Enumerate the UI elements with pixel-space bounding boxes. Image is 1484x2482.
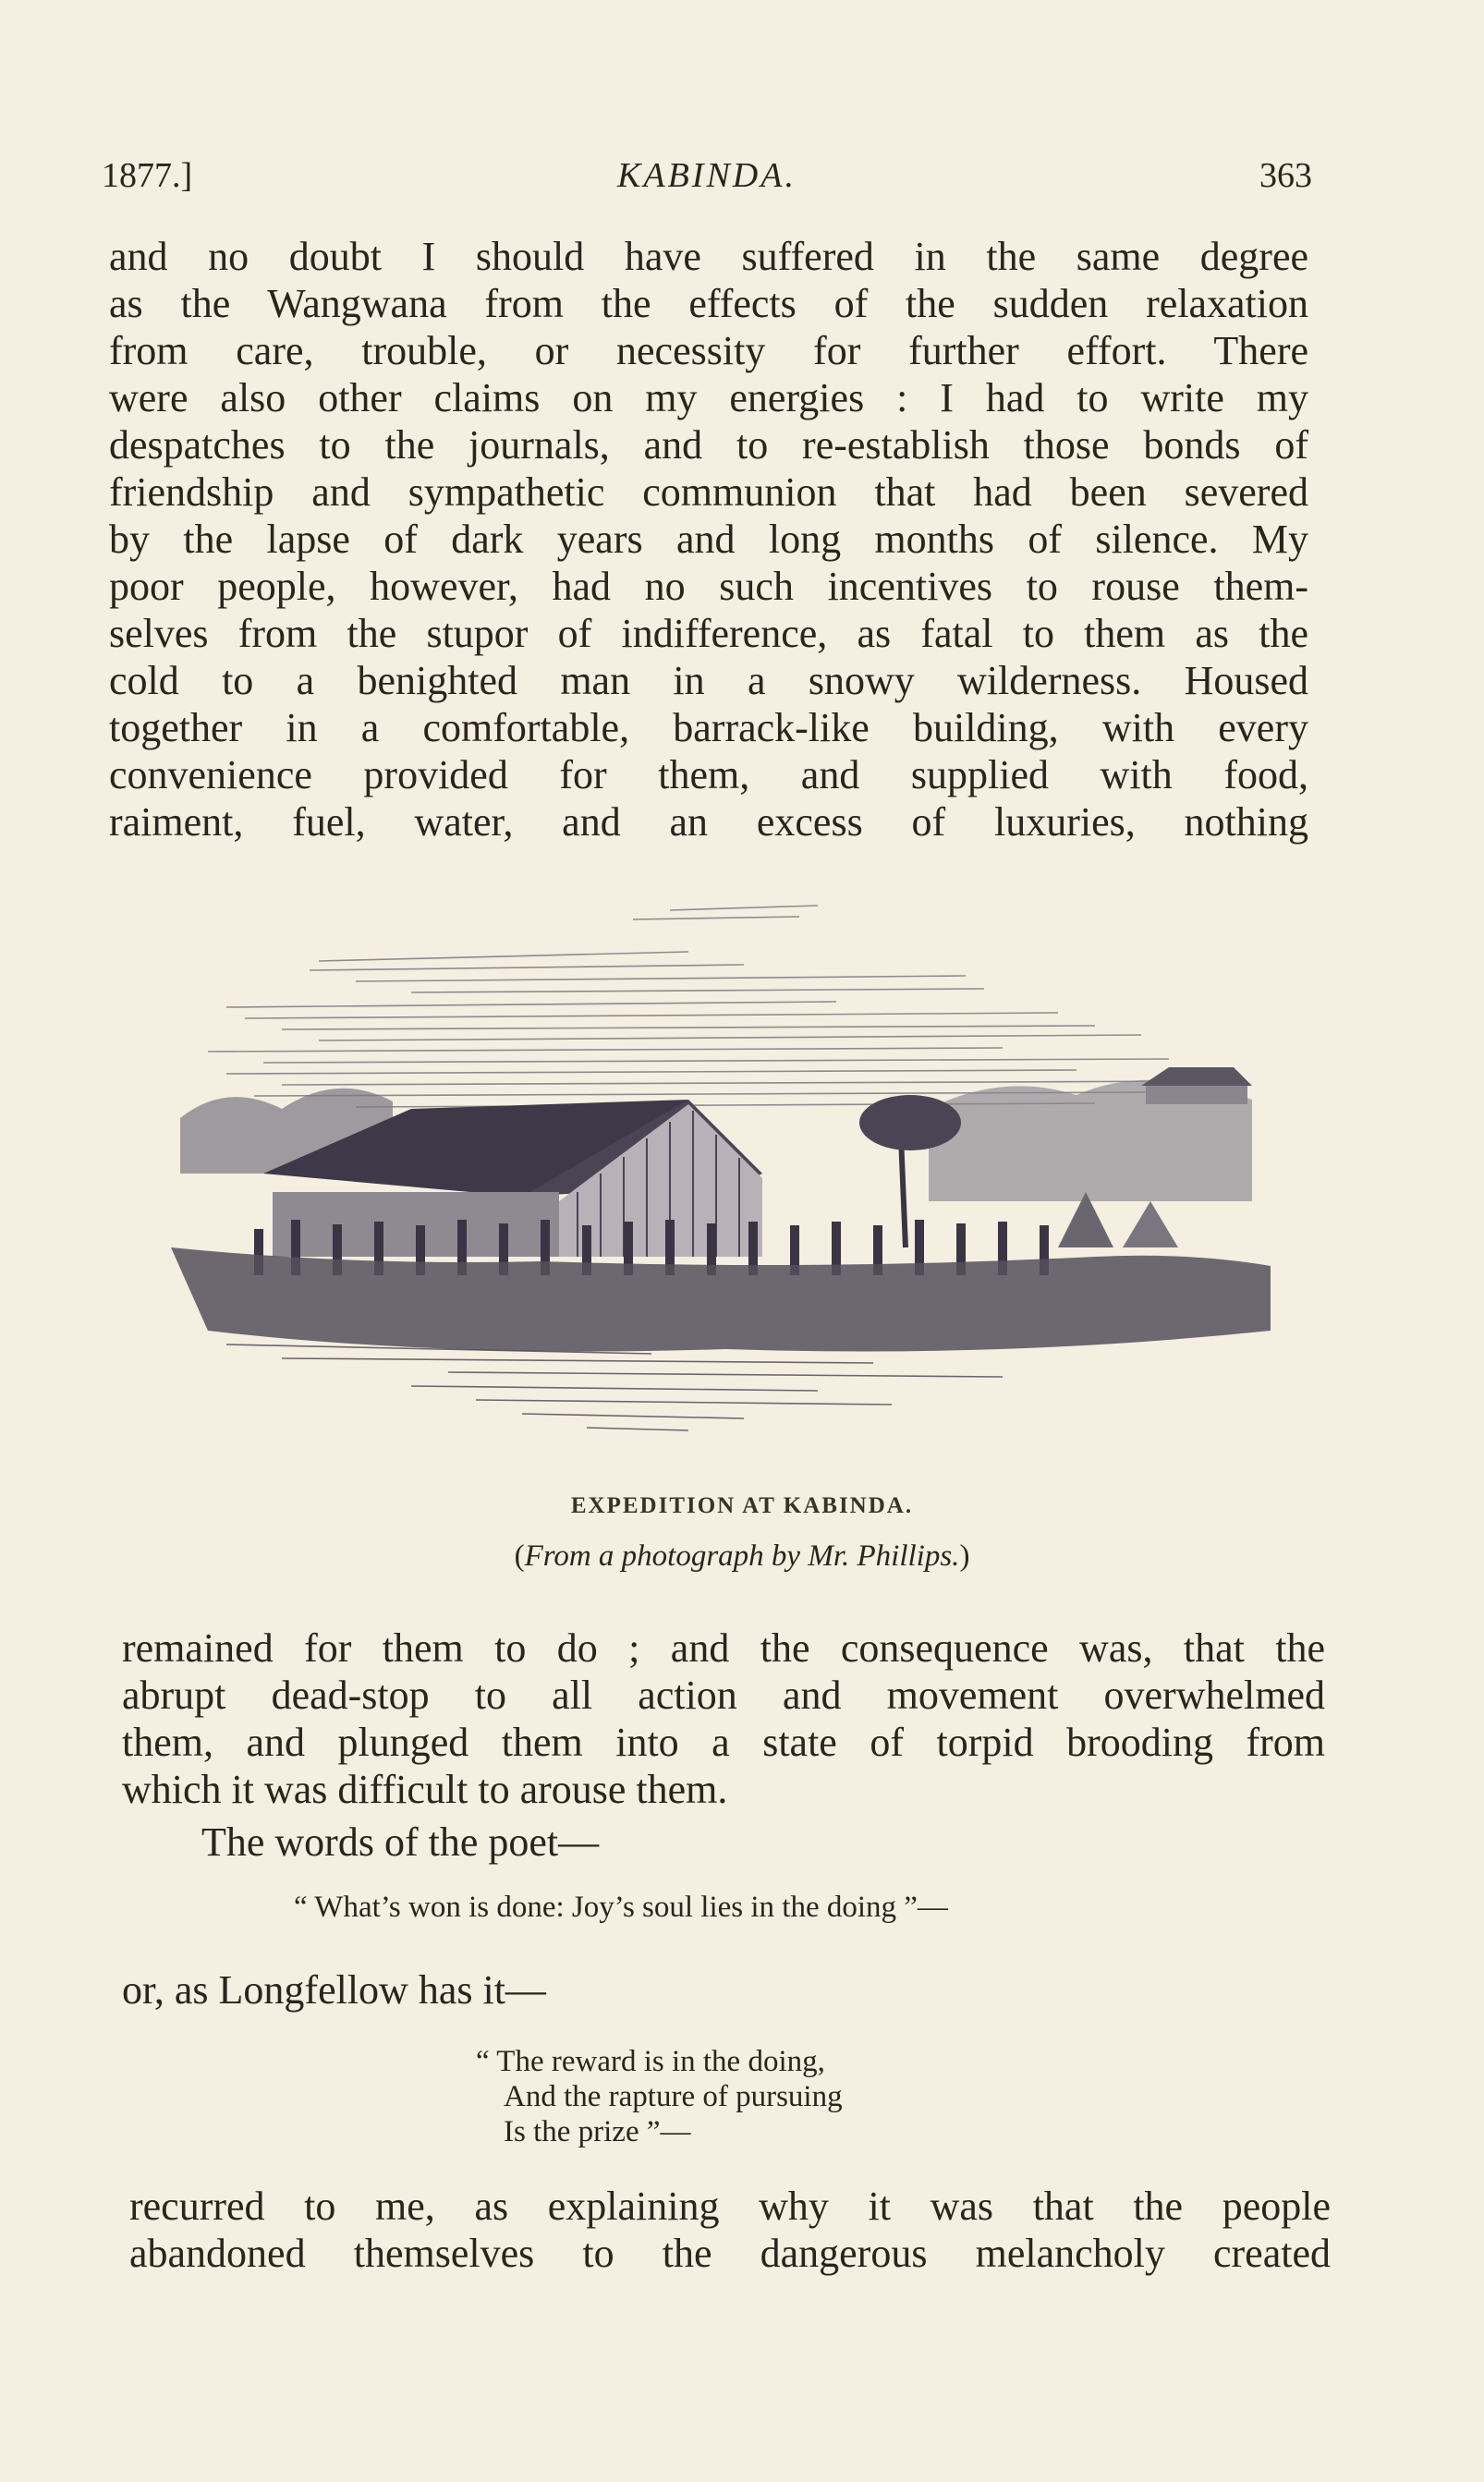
paragraph-poet-intro: [201, 1819, 599, 1866]
text-line: which it was difficult to arouse them.: [122, 1767, 728, 1812]
paragraph-2: [122, 1624, 1325, 1813]
text-line: as the Wangwana from the effects of the sudden relaxation: [109, 281, 1308, 326]
text-line: recurred to me, as explaining why it was that the people: [129, 2184, 1331, 2229]
text-line: remained for them to do ; and the consequence was, that the: [122, 1625, 1325, 1671]
text-line: selves from the stupor of indifference, as fatal to them as the: [109, 611, 1308, 656]
text-line: despatches to the journals, and to re-establish those bonds of: [109, 422, 1308, 468]
quote-1: “ What’s won is done: Joy’s soul lies in the doing ”—: [294, 1891, 948, 1924]
text-line: and no doubt I should have suffered in the same degree: [109, 234, 1308, 279]
header-year: 1877.]: [102, 156, 193, 195]
figure-caption: EXPEDITION AT KABINDA.: [570, 1493, 914, 1518]
engraving-illustration: [171, 896, 1271, 1469]
text-line: abrupt dead-stop to all action and movement overwhelmed: [122, 1673, 1325, 1718]
credit-close-paren: ): [959, 1539, 970, 1573]
paragraph-1: [109, 233, 1308, 846]
paragraph-4: [129, 2183, 1331, 2277]
verse-line: And the rapture of pursuing: [504, 2080, 843, 2113]
text-line: abandoned themselves to the dangerous melancholy created: [129, 2231, 1331, 2276]
credit-open-paren: (: [514, 1539, 525, 1573]
quote-2: [476, 2044, 843, 2149]
credit-text: From a photograph by Mr. Phillips.: [524, 1539, 960, 1573]
text-line: poor people, however, had no such incentives to rouse them-: [109, 564, 1308, 609]
verse-line: Is the prize ”—: [504, 2115, 691, 2148]
header-title: KABINDA.: [617, 156, 797, 195]
text-line: together in a comfortable, barrack-like building, with every: [109, 705, 1308, 750]
text-line: or, as Longfellow has it—: [122, 1967, 546, 2013]
text-line: cold to a benighted man in a snowy wilderness. Housed: [109, 658, 1308, 703]
text-line: by the lapse of dark years and long months of silence. My: [109, 517, 1308, 562]
text-line: convenience provided for them, and supplied with food,: [109, 752, 1308, 797]
verse-line: “ The reward is in the doing,: [476, 2045, 825, 2078]
text-line: friendship and sympathetic communion that had been severed: [109, 469, 1308, 515]
text-line: from care, trouble, or necessity for further effort. There: [109, 328, 1308, 373]
text-line: them, and plunged them into a state of torpid brooding from: [122, 1720, 1325, 1765]
paragraph-longfellow-intro: [122, 1966, 546, 2014]
text-line: raiment, fuel, water, and an excess of luxuries, nothing: [109, 799, 1308, 845]
page-number: 363: [1259, 156, 1312, 195]
text-line: were also other claims on my energies : I had to write my: [109, 375, 1308, 420]
text-line: The words of the poet—: [201, 1819, 600, 1865]
running-header: [102, 155, 1312, 201]
figure-credit: [0, 1539, 1484, 1574]
